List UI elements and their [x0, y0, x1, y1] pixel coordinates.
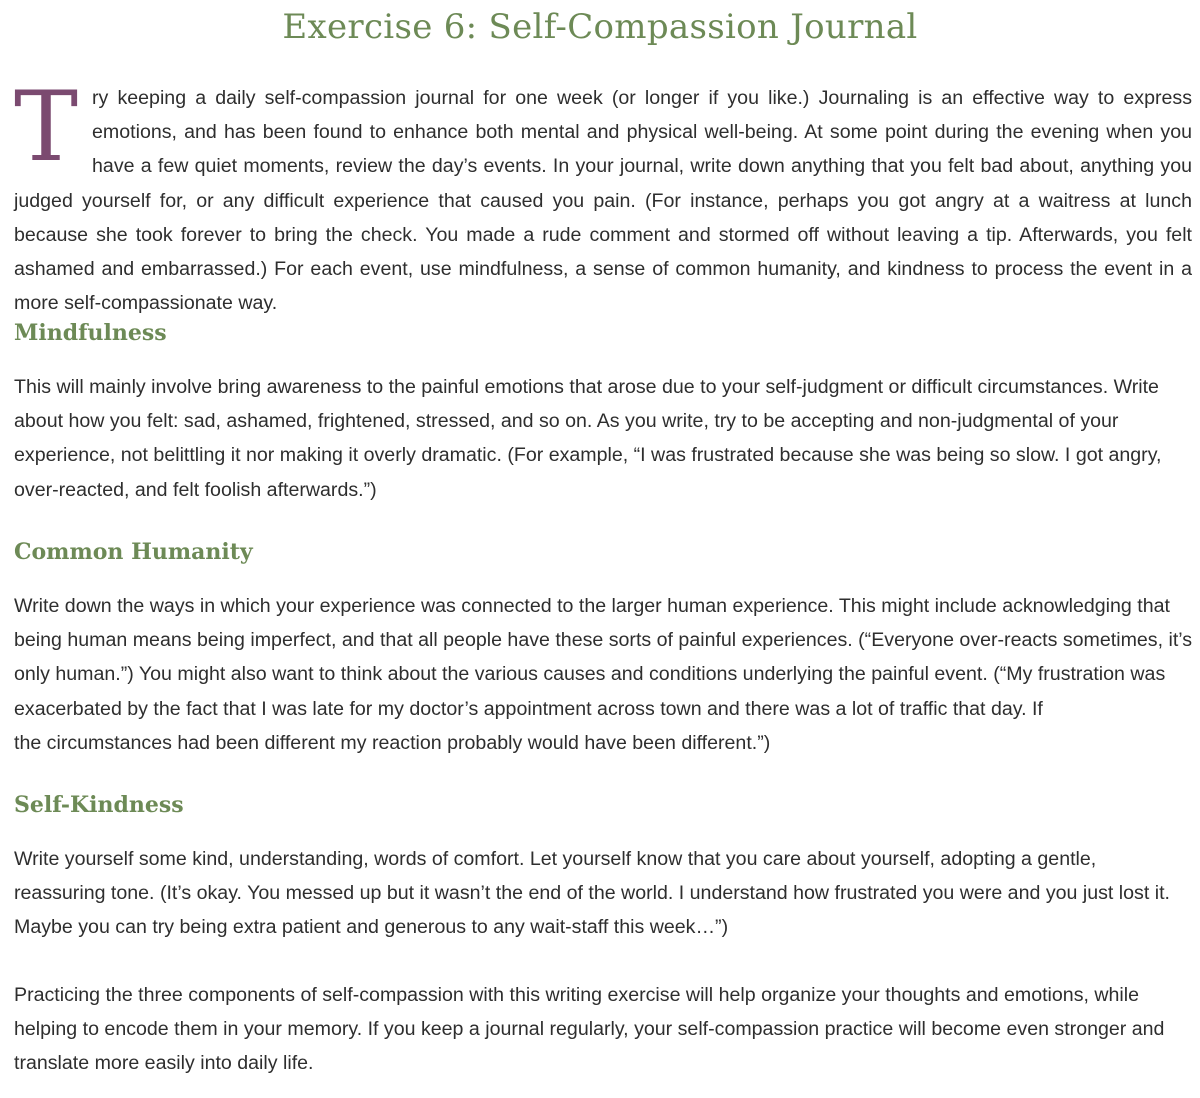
- paragraph-line: helping to encode them in your memory. If you keep a journal regularly, your self-compassion practice will become even stronger and: [14, 1018, 1165, 1041]
- page-title: Exercise 6: Self-Compassion Journal: [282, 7, 918, 47]
- section-heading-common-humanity: Common Humanity: [14, 539, 253, 565]
- section-paragraph-mindfulness: [14, 370, 1192, 507]
- paragraph-line: Maybe you can try being extra patient and generous to any wait-staff this week…”): [14, 916, 729, 939]
- section-paragraph-self-kindness: [14, 842, 1192, 945]
- section-heading-self-kindness: Self-Kindness: [14, 792, 184, 818]
- paragraph-line: experience, not belittling it nor making it overly dramatic. (For example, “I was frustrated because she was being so slow. I got angry,: [14, 444, 1162, 467]
- paragraph-line: only human.”) You might also want to think about the various causes and conditions underlying the painful event. (“My frustration was: [14, 663, 1166, 686]
- intro-paragraph: [14, 71, 1192, 320]
- paragraph-line: This will mainly involve bring awareness to the painful emotions that arose due to your self-judgment or difficult circumstances. Write: [14, 376, 1159, 398]
- section-heading-mindfulness: Mindfulness: [14, 320, 167, 346]
- paragraph-line: the circumstances had been different my reaction probably would have been different.”): [14, 731, 771, 754]
- drop-cap: T: [14, 71, 79, 183]
- paragraph-line: Write down the ways in which your experience was connected to the larger human experience. This might include acknowledging that: [14, 595, 1170, 617]
- paragraph-line: about how you felt: sad, ashamed, frightened, stressed, and so on. As you write, try to be accepting and non-judgmental of your: [14, 410, 1119, 433]
- closing-paragraph: [14, 978, 1192, 1081]
- section-paragraph-common-humanity: [14, 589, 1192, 760]
- paragraph-line: Write yourself some kind, understanding, words of comfort. Let yourself know that you care about yourself, adopting a gentle,: [14, 848, 1097, 870]
- paragraph-line: reassuring tone. (It’s okay. You messed up but it wasn’t the end of the world. I understand how frustrated you were and you just lost it.: [14, 882, 1170, 905]
- intro-text: ry keeping a daily self-compassion journal for one week (or longer if you like.) Journaling is an effective way to express emotions, and has been found to enhance both mental and physical well-being. At some point during the evening when you have a few quiet moments, review the day’s events. In your journal, write down anything that you felt bad about, anything you judged yourself for, or any difficult experience that caused you pain. (For instance, perhaps you got angry at a waitress at lunch because she took forever to bring the check. You made a rude comment and stormed off without leaving a tip. Afterwards, you felt ashamed and embarrassed.) For each event, use mindfulness, a sense of common humanity, and kindness to process the event in a more self-compassionate way.: [14, 87, 1192, 315]
- paragraph-line: being human means being imperfect, and that all people have these sorts of painful experiences. (“Everyone over-reacts sometimes, it’s: [14, 629, 1193, 652]
- paragraph-line: Practicing the three components of self-compassion with this writing exercise will help organize your thoughts and emotions, while: [14, 984, 1140, 1006]
- paragraph-line: over-reacted, and felt foolish afterwards.”): [14, 478, 377, 501]
- paragraph-line: translate more easily into daily life.: [14, 1052, 314, 1075]
- paragraph-line: exacerbated by the fact that I was late for my doctor’s appointment across town and there was a lot of traffic that day. If: [14, 697, 1043, 720]
